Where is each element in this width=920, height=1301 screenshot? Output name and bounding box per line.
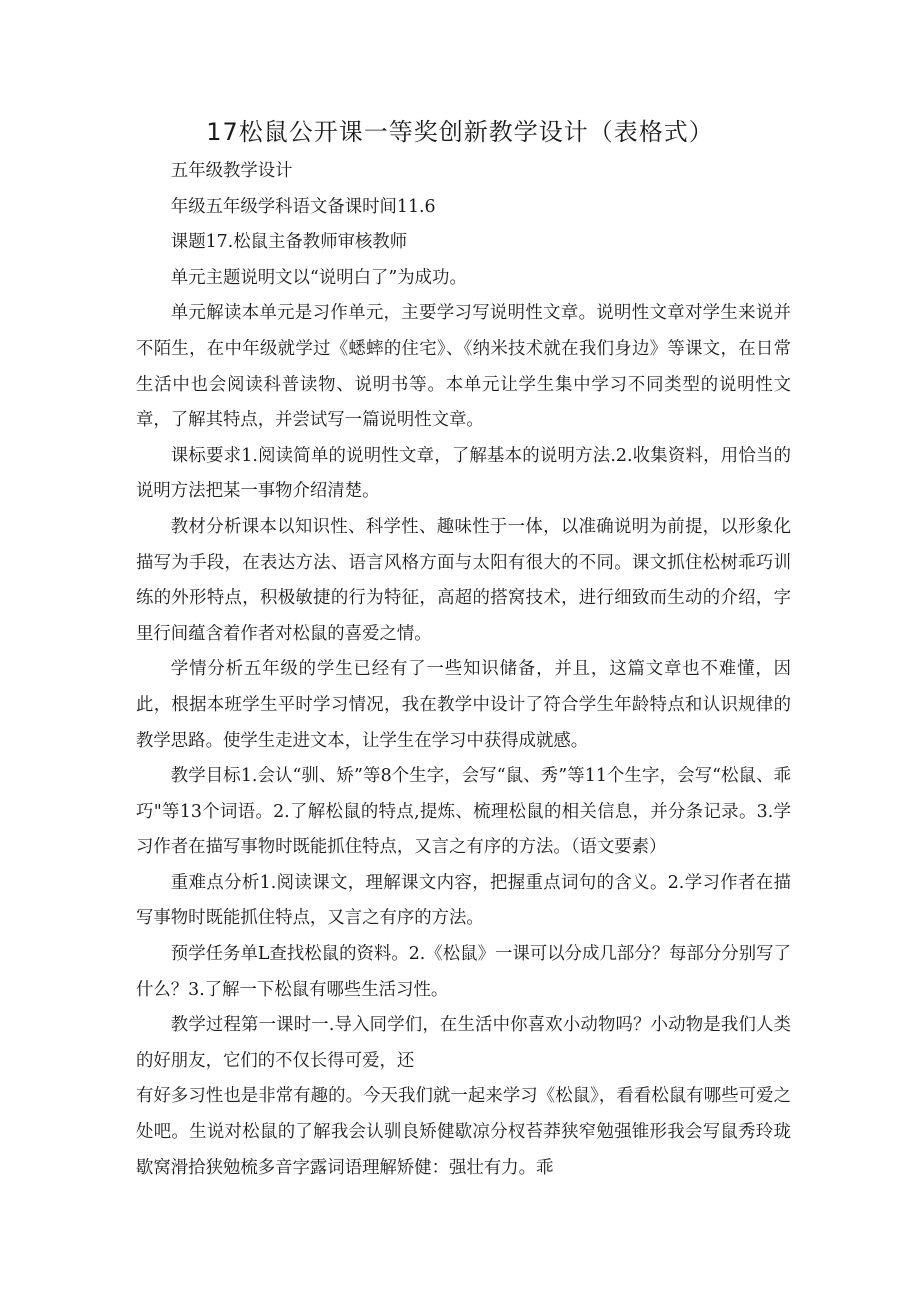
paragraph-unit-interpretation: 单元解读本单元是习作单元，主要学习写说明性文章。说明性文章对学生来说并不陌生，在中年级就学过《蟋蟀的住宅》、《纳米技术就在我们身边》等课文，在日常生活中也会阅读科普读物、说明书等。本单元让学生集中学习不同类型的说明性文章，了解其特点，并尝试写一篇说明性文章。: [136, 303, 791, 431]
paragraph-lesson-topic: 课题17.松鼠主备教师审核教师: [170, 232, 408, 253]
paragraph-preview-tasks: 预学任务单L查找松鼠的资料。2.《松鼠》一课可以分成几部分？每部分分别写了什么？3.了解一下松鼠有哪些生活习性。: [136, 944, 791, 1000]
paragraph-curriculum-requirements: 课标要求1.阅读简单的说明性文章，了解基本的说明方法.2.收集资料，用恰当的说明方法把某一事物介绍清楚。: [136, 445, 791, 502]
paragraph-teaching-process-continued: 有好多习性也是非常有趣的。今天我们就一起来学习《松鼠》，看看松鼠有哪些可爱之处吧。生说对松鼠的了解我会认驯良矫健歇凉分杈苔莽狭窄勉强锥形我会写鼠秀玲珑歇窝滑拾狭勉梳多音字露词语理解矫健：强壮有力。乖: [136, 1086, 791, 1178]
document-body: [136, 154, 791, 1186]
paragraph-unit-theme: 单元主题说明文以“说明白了”为成功。: [170, 267, 467, 288]
document-title: 17松鼠公开课一等奖创新教学设计（表格式）: [206, 118, 714, 146]
paragraph-grade-subject: 年级五年级学科语文备课时间11.6: [170, 196, 436, 217]
paragraph-key-difficulties: 重难点分析1.阅读课文，理解课文内容，把握重点词句的含义。2.学习作者在描写事物时既能抓住特点，又言之有序的方法。: [136, 872, 791, 929]
paragraph-teaching-objectives: 教学目标1.会认“驯、矫”等8个生字，会写“鼠、秀”等11个生字，会写“松鼠、乖巧"等13个词语。2.了解松鼠的特点,提炼、梳理松鼠的相关信息，并分条记录。3.学习作者在描写事物时既能抓住特点，又言之有序的方法。（语文要素）: [136, 766, 791, 858]
paragraph-teaching-process: 教学过程第一课时一.导入同学们，在生活中你喜欢小动物吗？小动物是我们人类的好朋友，它们的不仅长得可爱，还: [136, 1015, 791, 1071]
paragraph-grade-design: 五年级教学设计: [170, 161, 293, 181]
paragraph-learner-analysis: 学情分析五年级的学生已经有了一些知识储备，并且，这篇文章也不难懂，因此，根据本班学生平时学习情况，我在教学中设计了符合学生年龄特点和认识规律的教学思路。使学生走进文本，让学生在学习中获得成就感。: [136, 659, 791, 751]
paragraph-textbook-analysis: 教材分析课本以知识性、科学性、趣味性于一体，以准确说明为前提，以形象化描写为手段，在表达方法、语言风格方面与太阳有很大的不同。课文抓住松树乖巧训练的外形特点，积极敏捷的行为特征，高超的搭窝技术，进行细致而生动的介绍，字里行间蕴含着作者对松鼠的喜爱之情。: [136, 516, 791, 644]
